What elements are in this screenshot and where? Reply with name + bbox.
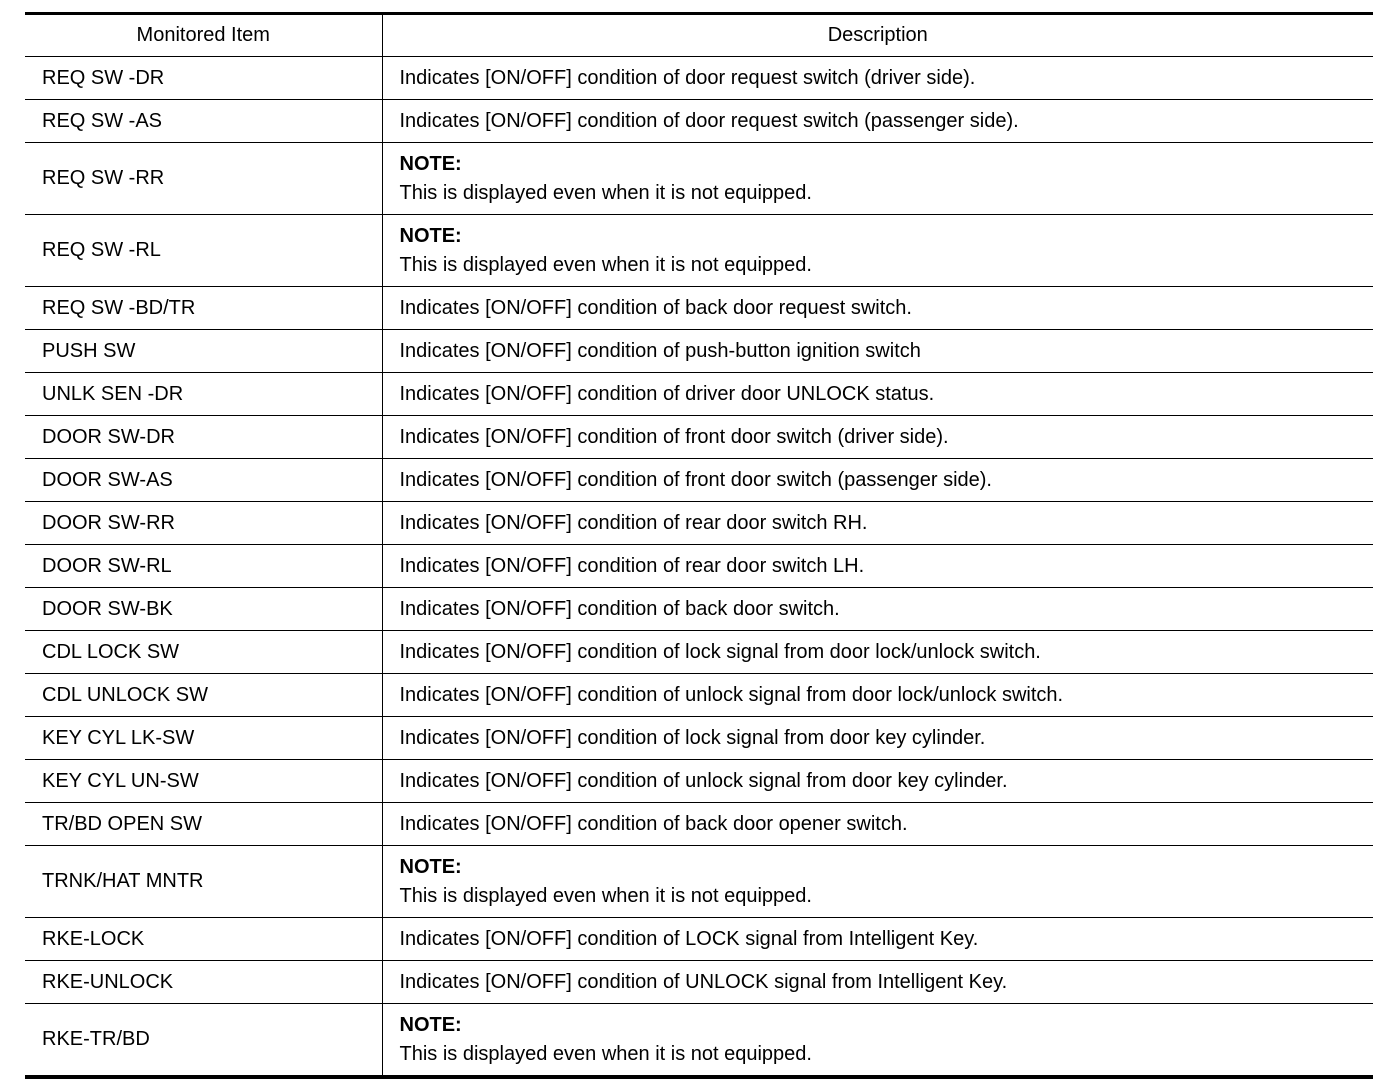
description-cell: Indicates [ON/OFF] condition of lock signal from door lock/unlock switch. — [382, 631, 1373, 674]
table-row — [25, 588, 1373, 631]
note-label: NOTE: — [399, 855, 462, 878]
description-cell: Indicates [ON/OFF] condition of back door opener switch. — [382, 803, 1373, 846]
table-row — [25, 100, 1373, 143]
table-row — [25, 1004, 1373, 1078]
description-cell — [382, 143, 1373, 215]
table-row — [25, 846, 1373, 918]
table-header-row — [25, 14, 1373, 57]
description-cell: Indicates [ON/OFF] condition of front door switch (passenger side). — [382, 459, 1373, 502]
note-text: This is displayed even when it is not equipped. — [399, 1042, 812, 1065]
monitored-item-cell: DOOR SW-RL — [25, 545, 382, 588]
table-row — [25, 545, 1373, 588]
monitored-item-cell: CDL UNLOCK SW — [25, 674, 382, 717]
monitored-item-cell: DOOR SW-DR — [25, 416, 382, 459]
table-body — [25, 57, 1373, 1078]
description-cell: Indicates [ON/OFF] condition of lock signal from door key cylinder. — [382, 717, 1373, 760]
table-row — [25, 631, 1373, 674]
monitored-item-cell: PUSH SW — [25, 330, 382, 373]
description-cell — [382, 846, 1373, 918]
description-cell: Indicates [ON/OFF] condition of push-button ignition switch — [382, 330, 1373, 373]
note-text: This is displayed even when it is not equipped. — [399, 884, 812, 907]
monitored-item-cell: REQ SW -BD/TR — [25, 287, 382, 330]
monitored-item-cell: TRNK/HAT MNTR — [25, 846, 382, 918]
description-cell — [382, 1004, 1373, 1078]
monitored-item-cell: REQ SW -RL — [25, 215, 382, 287]
note-text: This is displayed even when it is not equipped. — [399, 253, 812, 276]
monitored-item-cell: TR/BD OPEN SW — [25, 803, 382, 846]
description-cell: Indicates [ON/OFF] condition of rear door switch LH. — [382, 545, 1373, 588]
monitored-item-cell: REQ SW -DR — [25, 57, 382, 100]
table-row — [25, 330, 1373, 373]
table-row — [25, 961, 1373, 1004]
monitored-item-cell: REQ SW -AS — [25, 100, 382, 143]
description-cell: Indicates [ON/OFF] condition of driver door UNLOCK status. — [382, 373, 1373, 416]
description-cell: Indicates [ON/OFF] condition of UNLOCK signal from Intelligent Key. — [382, 961, 1373, 1004]
table-row — [25, 459, 1373, 502]
header-monitored-item: Monitored Item — [25, 14, 382, 57]
table-row — [25, 287, 1373, 330]
monitored-item-cell: RKE-LOCK — [25, 918, 382, 961]
description-cell: Indicates [ON/OFF] condition of front door switch (driver side). — [382, 416, 1373, 459]
monitored-item-cell: REQ SW -RR — [25, 143, 382, 215]
monitored-item-cell: DOOR SW-BK — [25, 588, 382, 631]
monitored-items-table — [25, 12, 1373, 1079]
table-row — [25, 502, 1373, 545]
monitored-item-cell: CDL LOCK SW — [25, 631, 382, 674]
monitored-item-cell: RKE-UNLOCK — [25, 961, 382, 1004]
table-row — [25, 215, 1373, 287]
description-cell: Indicates [ON/OFF] condition of back door switch. — [382, 588, 1373, 631]
description-cell: Indicates [ON/OFF] condition of unlock signal from door key cylinder. — [382, 760, 1373, 803]
table-row — [25, 416, 1373, 459]
description-cell: Indicates [ON/OFF] condition of unlock signal from door lock/unlock switch. — [382, 674, 1373, 717]
table-row — [25, 143, 1373, 215]
table-row — [25, 803, 1373, 846]
monitored-item-cell: UNLK SEN -DR — [25, 373, 382, 416]
table-row — [25, 674, 1373, 717]
description-cell: Indicates [ON/OFF] condition of rear door switch RH. — [382, 502, 1373, 545]
note-label: NOTE: — [399, 1013, 462, 1036]
header-description: Description — [382, 14, 1373, 57]
monitored-item-cell: KEY CYL LK-SW — [25, 717, 382, 760]
table-row — [25, 57, 1373, 100]
monitored-item-cell: RKE-TR/BD — [25, 1004, 382, 1078]
description-cell: Indicates [ON/OFF] condition of door request switch (driver side). — [382, 57, 1373, 100]
table-row — [25, 918, 1373, 961]
note-label: NOTE: — [399, 152, 462, 175]
monitored-item-cell: KEY CYL UN-SW — [25, 760, 382, 803]
description-cell: Indicates [ON/OFF] condition of LOCK signal from Intelligent Key. — [382, 918, 1373, 961]
monitored-item-cell: DOOR SW-RR — [25, 502, 382, 545]
note-text: This is displayed even when it is not equipped. — [399, 181, 812, 204]
description-cell: Indicates [ON/OFF] condition of door request switch (passenger side). — [382, 100, 1373, 143]
note-label: NOTE: — [399, 224, 462, 247]
monitored-item-cell: DOOR SW-AS — [25, 459, 382, 502]
description-cell: Indicates [ON/OFF] condition of back door request switch. — [382, 287, 1373, 330]
table-row — [25, 373, 1373, 416]
description-cell — [382, 215, 1373, 287]
table-row — [25, 760, 1373, 803]
table-row — [25, 717, 1373, 760]
